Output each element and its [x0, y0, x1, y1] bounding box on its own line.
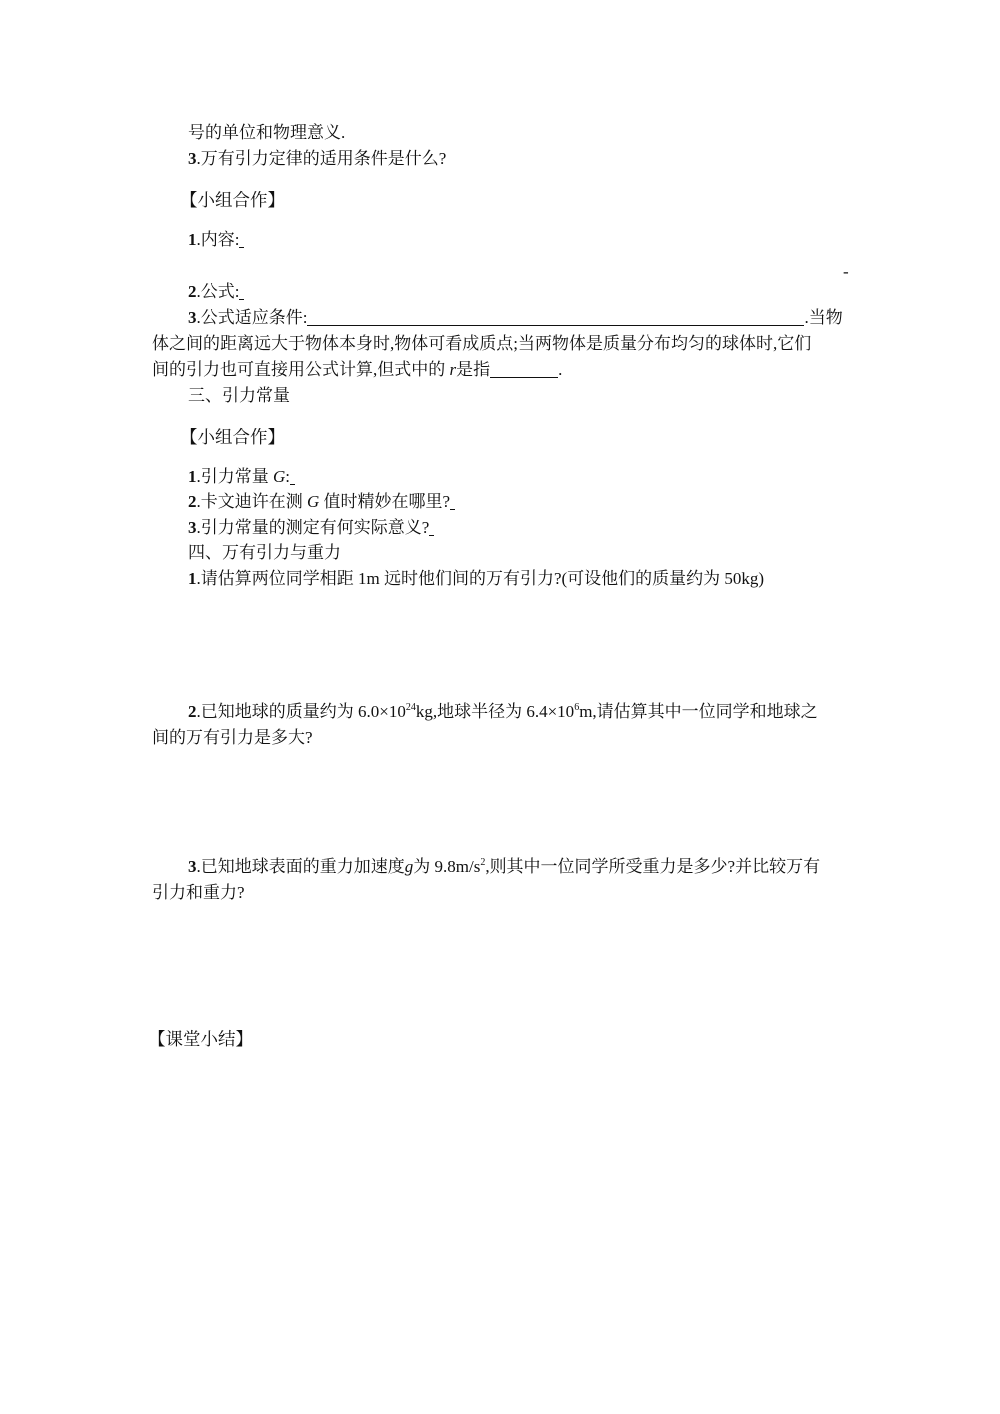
text-line	[188, 122, 345, 144]
text: 间的万有引力是多大?	[152, 728, 313, 747]
blank-line[interactable]	[239, 285, 244, 300]
text: .引力常量的测定有何实际意义?	[196, 518, 430, 537]
number: 1	[188, 230, 197, 249]
text-line	[152, 882, 245, 904]
dash-mark	[843, 261, 849, 283]
text: 体之间的距离远大于物体本身时,物体可看成质点;当两物体是质量分布均匀的球体时,它们	[152, 334, 812, 353]
problem-2	[188, 701, 818, 723]
formula-item	[188, 281, 244, 303]
blank-line[interactable]	[239, 233, 244, 248]
blank-line[interactable]	[290, 470, 295, 485]
text: ,则其中一位同学所受重力是多少?并比较万有	[485, 857, 821, 876]
variable: r	[449, 360, 457, 379]
text: 为 9.8m/s	[413, 857, 481, 876]
condition-item	[188, 307, 843, 329]
problem-3	[188, 856, 820, 878]
group-heading	[180, 189, 285, 211]
g-item-2	[188, 491, 455, 513]
text: 间的引力也可直接用公式计算,但式中的	[152, 360, 446, 379]
question-3	[188, 148, 446, 170]
number: 2	[188, 702, 197, 721]
blank-line[interactable]	[307, 309, 804, 326]
number: 3	[188, 308, 197, 327]
text: 四、万有引力与重力	[188, 543, 341, 562]
text: .公式:	[196, 282, 240, 301]
content-item	[188, 229, 244, 251]
text: 【课堂小结】	[148, 1029, 253, 1049]
number: 2	[188, 492, 197, 511]
text: 值时精妙在哪里?	[323, 492, 451, 511]
exponent: 2	[480, 857, 486, 868]
exponent: 24	[405, 702, 416, 713]
group-heading	[180, 426, 285, 448]
text: .引力常量	[196, 467, 269, 486]
text: .万有引力定律的适用条件是什么?	[196, 149, 447, 168]
text: 号的单位和物理意义.	[188, 123, 346, 142]
text-line	[152, 333, 811, 355]
text: m,请估算其中一位同学和地球之	[579, 702, 818, 721]
text: .公式适应条件:	[196, 308, 308, 327]
summary-heading	[148, 1028, 253, 1050]
text: 【小组合作】	[180, 190, 285, 210]
section-heading	[188, 385, 290, 407]
text-line	[152, 359, 562, 381]
g-item-1	[188, 466, 295, 488]
section-heading	[188, 542, 341, 564]
number: 3	[188, 518, 197, 537]
number: 3	[188, 149, 197, 168]
number: 3	[188, 857, 197, 876]
text: 【小组合作】	[180, 427, 285, 447]
number: 1	[188, 569, 197, 588]
number: 1	[188, 467, 197, 486]
blank-line[interactable]	[490, 361, 558, 378]
blank-line[interactable]	[429, 521, 434, 536]
text: 引力和重力?	[152, 883, 245, 902]
problem-1	[188, 568, 764, 590]
variable: G	[273, 467, 286, 486]
text: -	[843, 262, 849, 281]
variable: G	[307, 492, 320, 511]
text: .当物	[804, 308, 843, 327]
variable: g	[404, 857, 414, 876]
number: 2	[188, 282, 197, 301]
text: .	[558, 360, 563, 379]
text: :	[285, 467, 291, 486]
text: .内容:	[196, 230, 240, 249]
blank-line[interactable]	[450, 495, 455, 510]
text: 三、引力常量	[188, 386, 290, 405]
g-item-3	[188, 517, 434, 539]
exponent: 6	[574, 702, 580, 713]
text: .请估算两位同学相距 1m 远时他们间的万有引力?(可设他们的质量约为 50kg)	[196, 569, 765, 588]
text: kg,地球半径为 6.4×10	[415, 702, 575, 721]
text: .已知地球表面的重力加速度	[196, 857, 405, 876]
text: 是指	[456, 360, 491, 379]
text: .已知地球的质量约为 6.0×10	[196, 702, 406, 721]
text-line	[152, 727, 313, 749]
text: .卡文迪许在测	[196, 492, 303, 511]
